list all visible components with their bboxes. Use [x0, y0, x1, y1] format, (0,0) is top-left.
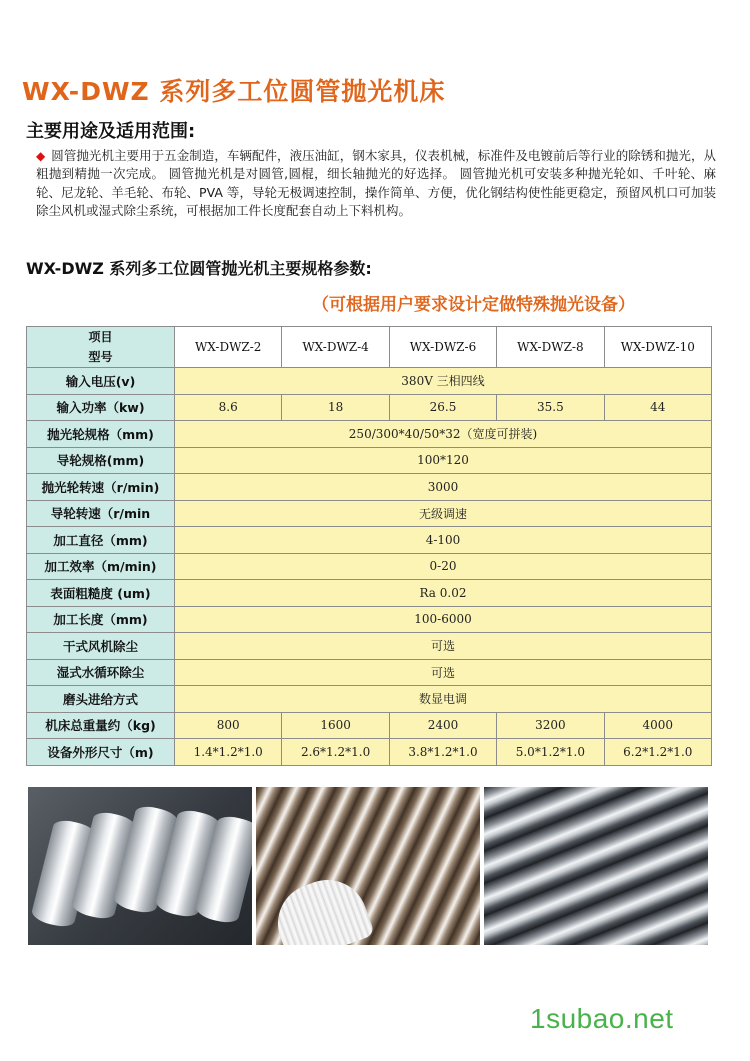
model-header-cell: WX-DWZ-4	[282, 327, 389, 368]
polished-rods-photo	[484, 787, 708, 945]
row-label: 设备外形尺寸（m)	[27, 739, 175, 766]
row-value: Ra 0.02	[175, 580, 712, 607]
bullet-diamond-icon: ◆	[36, 149, 46, 163]
row-value: 可选	[175, 633, 712, 660]
model-header-cell: WX-DWZ-8	[497, 327, 604, 368]
row-label: 加工效率（m/min)	[27, 553, 175, 580]
usage-heading: 主要用途及适用范围:	[26, 121, 196, 142]
custom-note: （可根据用户要求设计定做特殊抛光设备）	[312, 295, 635, 315]
row-label: 导轮规格(mm)	[27, 447, 175, 474]
polished-tubes-photo	[28, 787, 252, 945]
row-value: 数显电调	[175, 686, 712, 713]
header-model-label: 型号	[88, 350, 113, 364]
row-value: 0-20	[175, 553, 712, 580]
table-row	[27, 606, 712, 633]
row-label: 抛光轮规格（mm)	[27, 421, 175, 448]
row-label: 湿式水循环除尘	[27, 659, 175, 686]
table-row	[27, 500, 712, 527]
row-value: 5.0*1.2*1.0	[497, 739, 604, 766]
usage-description	[36, 147, 716, 220]
table-header-row	[27, 327, 712, 368]
row-value: 2.6*1.2*1.0	[282, 739, 389, 766]
row-value: 无级调速	[175, 500, 712, 527]
usage-text: 圆管抛光机主要用于五金制造，车辆配件，液压油缸，钢木家具，仪表机械，标准件及电镀前后等行业的除锈和抛光，从粗抛到精抛一次完成。 圆管抛光机是对圆管,圆棍，细长轴抛光的好选择。 圆管抛光机可安装多种抛光轮如、千叶轮、麻轮、尼龙轮、羊毛轮、布轮、PVA 等，导轮无极调速控制，操作简单、方便，优化钢结构使性能更稳定，预留风机口可加装除尘风机或湿式除尘系统，可根据加工件长度配套自动上下料机构。	[36, 148, 716, 218]
row-value: 2400	[389, 712, 496, 739]
row-value: 800	[175, 712, 282, 739]
table-row	[27, 474, 712, 501]
row-label: 抛光轮转速（r/min)	[27, 474, 175, 501]
row-value: 100*120	[175, 447, 712, 474]
header-item-label: 项目	[88, 330, 113, 344]
model-header-cell: WX-DWZ-6	[389, 327, 496, 368]
page-title: WX-DWZ 系列多工位圆管抛光机床	[22, 77, 446, 106]
row-value: 380V 三相四线	[175, 368, 712, 395]
row-value: 6.2*1.2*1.0	[604, 739, 711, 766]
row-value: 3000	[175, 474, 712, 501]
table-row	[27, 527, 712, 554]
row-value: 44	[604, 394, 711, 421]
row-value: 8.6	[175, 394, 282, 421]
table-row	[27, 394, 712, 421]
spec-table	[26, 326, 712, 766]
row-label: 干式风机除尘	[27, 633, 175, 660]
row-value: 4-100	[175, 527, 712, 554]
row-value: 100-6000	[175, 606, 712, 633]
row-label: 加工长度（mm)	[27, 606, 175, 633]
gloved-hand-shape	[267, 869, 376, 945]
row-label: 表面粗糙度 (um)	[27, 580, 175, 607]
row-value: 可选	[175, 659, 712, 686]
model-header-cell: WX-DWZ-2	[175, 327, 282, 368]
table-row	[27, 580, 712, 607]
table-row	[27, 686, 712, 713]
row-value: 26.5	[389, 394, 496, 421]
row-label: 输入功率（kw)	[27, 394, 175, 421]
table-row	[27, 447, 712, 474]
row-value: 3.8*1.2*1.0	[389, 739, 496, 766]
site-watermark: 1subao.net	[530, 1003, 674, 1034]
product-photo-strip	[28, 787, 708, 945]
row-label: 导轮转速（r/min	[27, 500, 175, 527]
table-row	[27, 553, 712, 580]
row-value: 18	[282, 394, 389, 421]
row-value: 250/300*40/50*32（宽度可拼装)	[175, 421, 712, 448]
table-row	[27, 659, 712, 686]
row-label: 磨头进给方式	[27, 686, 175, 713]
table-row	[27, 421, 712, 448]
row-label: 机床总重量约（kg)	[27, 712, 175, 739]
row-value: 1600	[282, 712, 389, 739]
row-value: 1.4*1.2*1.0	[175, 739, 282, 766]
model-header-cell: WX-DWZ-10	[604, 327, 711, 368]
row-label: 加工直径（mm)	[27, 527, 175, 554]
polished-bars-photo	[256, 787, 480, 945]
table-row	[27, 633, 712, 660]
row-value: 3200	[497, 712, 604, 739]
row-value: 4000	[604, 712, 711, 739]
row-label: 输入电压(v)	[27, 368, 175, 395]
header-corner-cell	[27, 327, 175, 368]
table-row	[27, 739, 712, 766]
table-row	[27, 368, 712, 395]
table-row	[27, 712, 712, 739]
spec-heading: WX-DWZ 系列多工位圆管抛光机主要规格参数:	[26, 259, 372, 278]
row-value: 35.5	[497, 394, 604, 421]
